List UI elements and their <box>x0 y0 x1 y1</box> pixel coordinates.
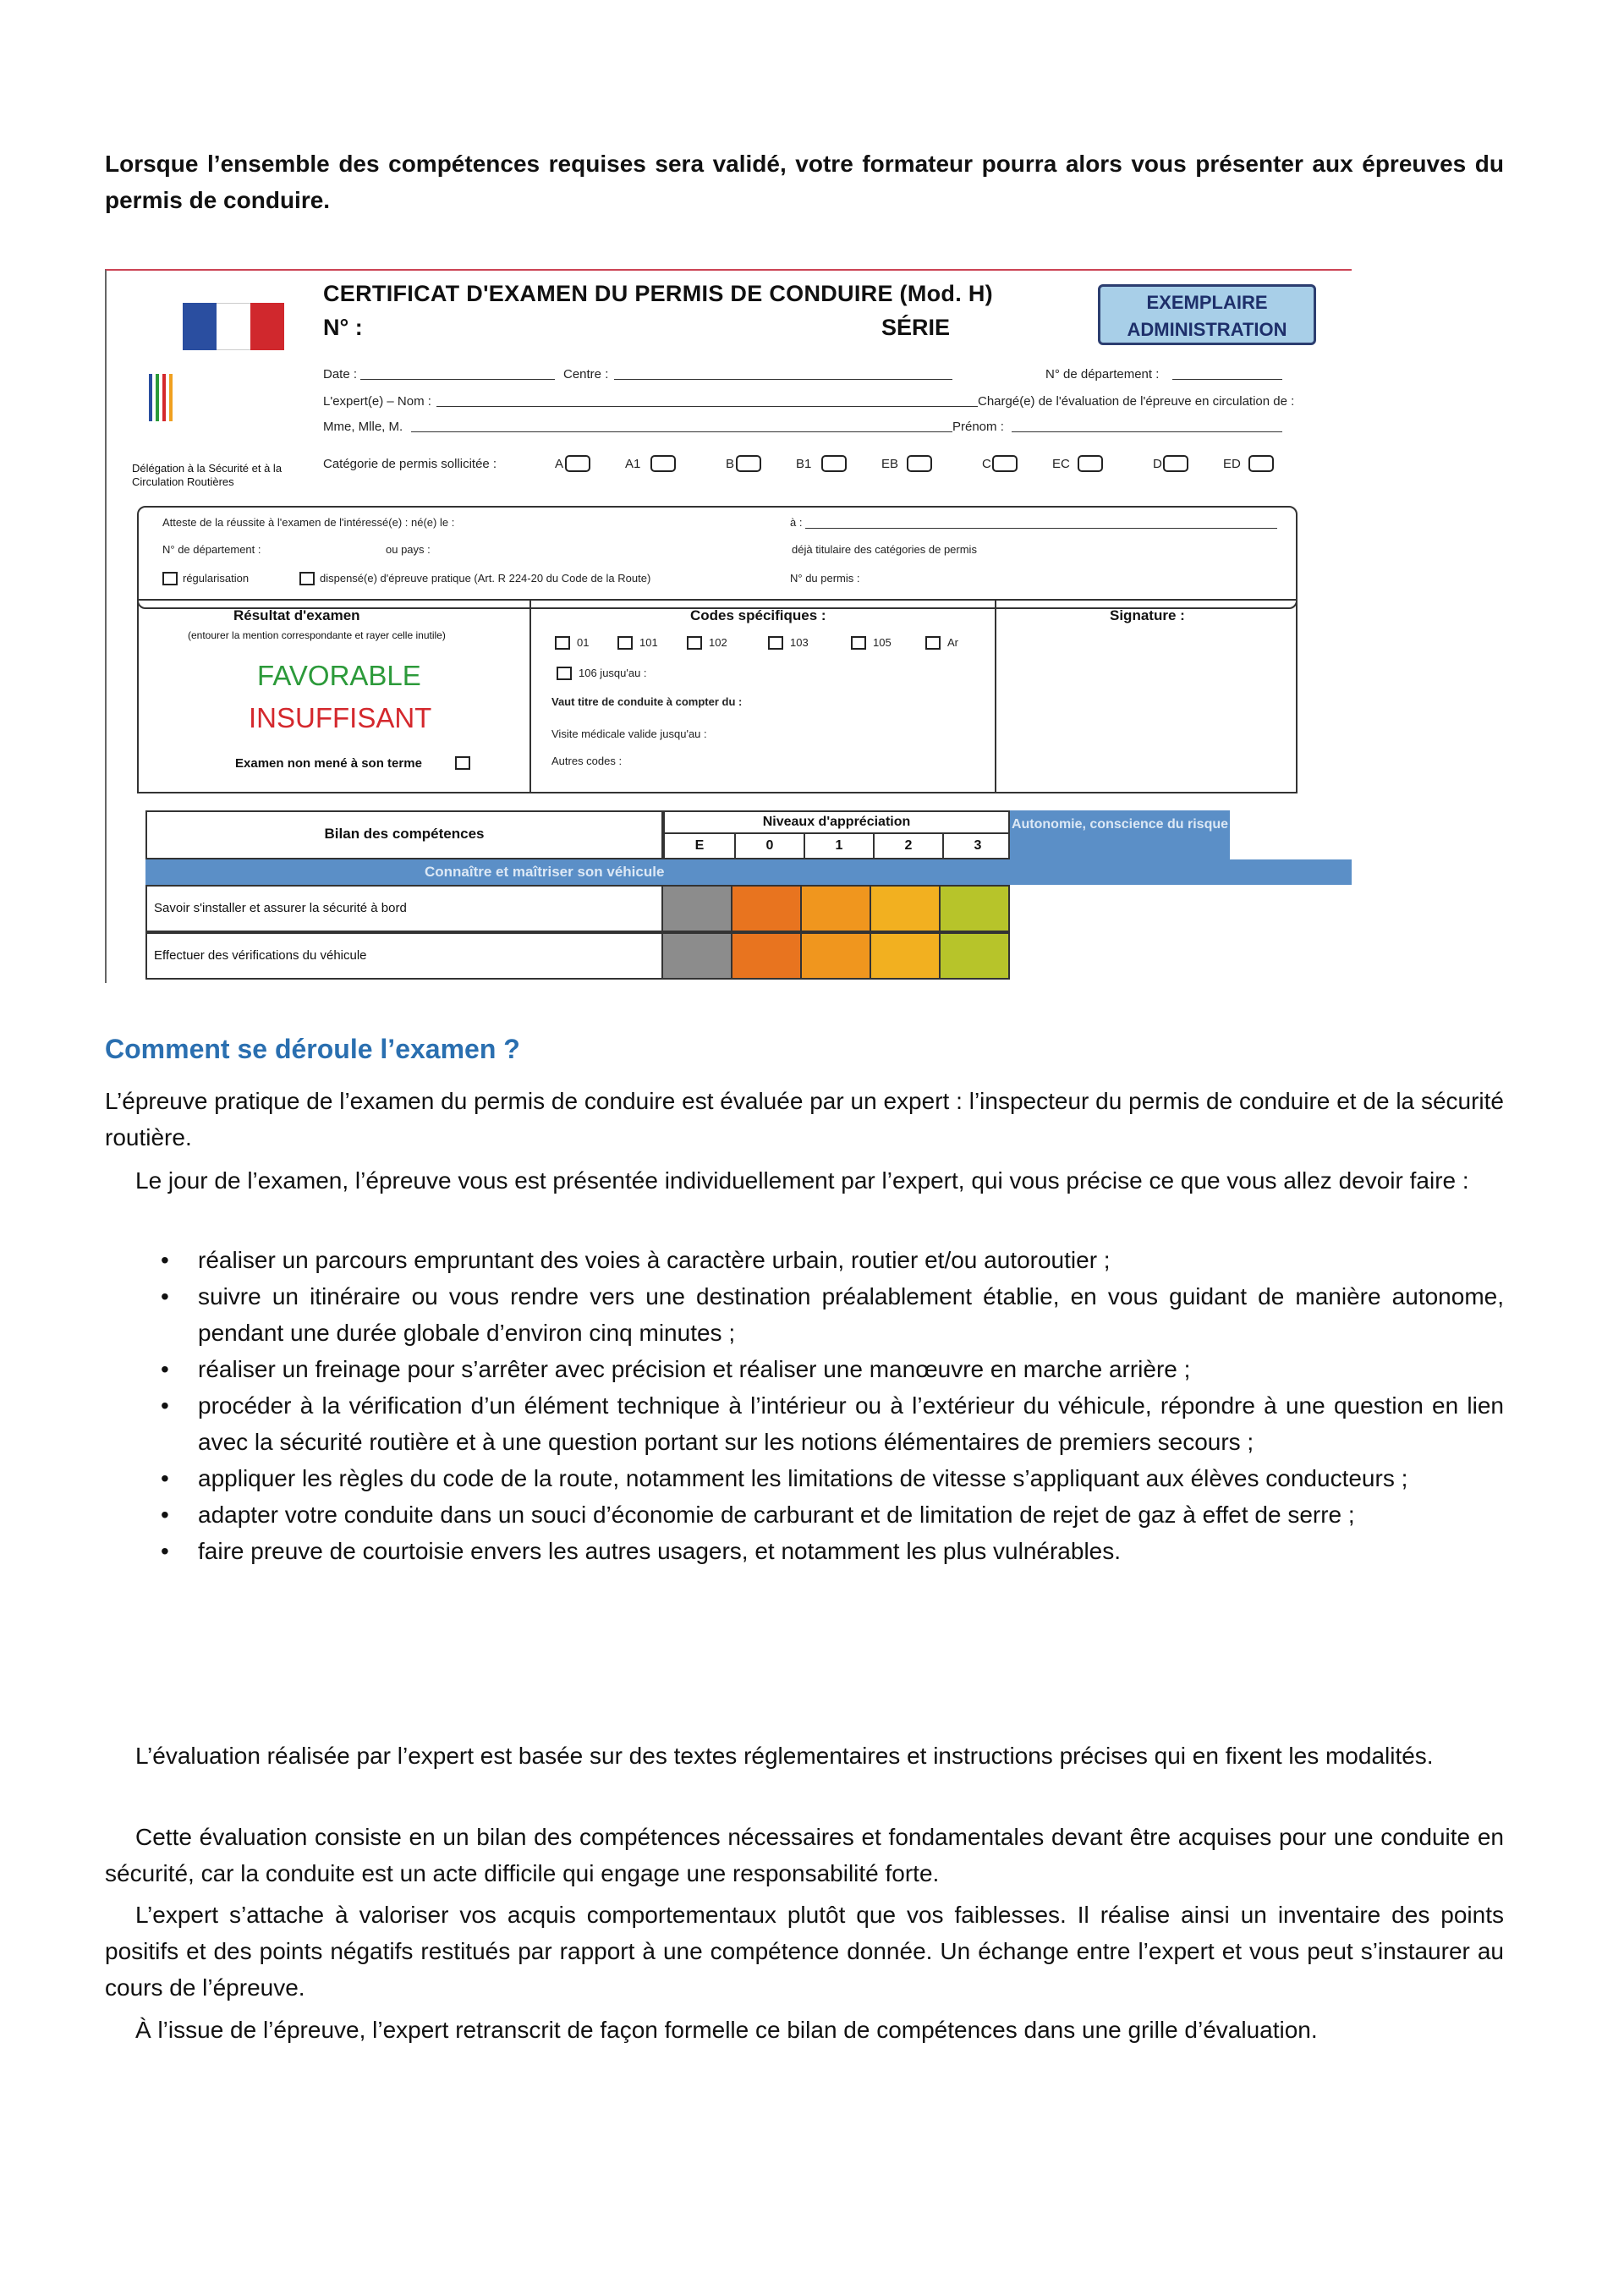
level-cell[interactable] <box>732 932 802 980</box>
bullet-item: • réaliser un parcours empruntant des voies à caractère urbain, routier et/ou autoroutier ; <box>161 1242 1504 1278</box>
autres-codes-label: Autres codes : <box>551 755 623 767</box>
exam-bullet-list <box>161 1242 1504 1569</box>
favorable-label: FAVORABLE <box>257 660 421 691</box>
intro-paragraph: Lorsque l’ensemble des compétences requises sera validé, votre formateur pourra alors vous présenter aux épreuves du permis de conduire. <box>105 151 1504 213</box>
dept2-label: N° de département : <box>162 543 261 556</box>
pays-label: ou pays : <box>386 543 431 556</box>
visite-label: Visite médicale valide jusqu'au : <box>551 727 707 740</box>
republique-logo <box>132 286 283 488</box>
code-checkbox-ar[interactable] <box>925 636 941 650</box>
certificate-serie-label: SÉRIE <box>881 315 951 340</box>
code-checkbox-101[interactable] <box>617 636 633 650</box>
category-checkbox-a1[interactable] <box>650 455 676 472</box>
dispense-label: dispensé(e) d'épreuve pratique (Art. R 224-20 du Code de la Route) <box>320 572 651 585</box>
regularisation-label: régularisation <box>183 572 250 585</box>
numero-permis-label: N° du permis : <box>790 572 860 585</box>
category-label-b: B <box>726 457 735 471</box>
category-checkbox-c[interactable] <box>992 455 1018 472</box>
codes-title: Codes spécifiques : <box>690 607 826 623</box>
code-label-101: 101 <box>639 636 658 649</box>
level-cell[interactable] <box>663 932 732 980</box>
mme-label: Mme, Mlle, M. <box>323 420 403 434</box>
departement-label: N° de département : <box>1045 367 1160 382</box>
category-checkbox-eb[interactable] <box>907 455 932 472</box>
paragraph-6: À l’issue de l’épreuve, l’expert retranscrit de façon formelle ce bilan de compétences dans une grille d’évaluation. <box>135 2017 1318 2043</box>
deja-label: déjà titulaire des catégories de permis <box>792 543 977 556</box>
paragraph-1: L’épreuve pratique de l’examen du permis de conduire est évaluée par un expert : l’inspecteur du permis de conduire et de la sécurité routière. <box>105 1088 1504 1150</box>
category-checkbox-b1[interactable] <box>821 455 847 472</box>
level-cell[interactable] <box>871 932 941 980</box>
bullet-item: • appliquer les règles du code de la route, notamment les limitations de vitesse s’appliquant aux élèves conducteurs ; <box>161 1460 1504 1496</box>
french-flag-icon <box>183 303 284 350</box>
resultat-sub: (entourer la mention correspondante et rayer celle inutile) <box>188 629 446 641</box>
bilan-row-1: Savoir s'installer et assurer la sécurité à bord <box>145 885 663 932</box>
category-label-b1: B1 <box>796 457 812 471</box>
category-checkbox-b[interactable] <box>736 455 761 472</box>
level-cell[interactable] <box>871 885 941 932</box>
category-label-ed: ED <box>1223 457 1241 471</box>
level-cell[interactable] <box>802 885 871 932</box>
code-checkbox-105[interactable] <box>851 636 866 650</box>
bullet-item: • procéder à la vérification d’un élément technique à l’intérieur ou à l’extérieur du véhicule, répondre à une question en lien avec la sécurité routière et à une question portant sur les notions élémentaires de premiers secours ; <box>161 1387 1504 1460</box>
bullet-item: • réaliser un freinage pour s’arrêter avec précision et réaliser une manœuvre en marche arrière ; <box>161 1351 1504 1387</box>
code-checkbox-102[interactable] <box>687 636 702 650</box>
certificate-title: CERTIFICAT D'EXAMEN DU PERMIS DE CONDUIRE (Mod. H) <box>323 281 993 306</box>
expert-label: L'expert(e) – Nom : <box>323 394 431 409</box>
date-label: Date : <box>323 367 358 382</box>
bilan-row-2: Effectuer des vérifications du véhicule <box>145 932 663 980</box>
bullet-item: • suivre un itinéraire ou vous rendre vers une destination préalablement établie, en vous guidant de manière autonome, pendant une durée globale d’environ cinq minutes ; <box>161 1278 1504 1351</box>
code-label-01: 01 <box>577 636 590 649</box>
level-cell[interactable] <box>941 885 1010 932</box>
niveaux-title: Niveaux d'appréciation <box>762 815 911 829</box>
centre-label: Centre : <box>563 367 609 382</box>
niveaux-header <box>663 810 1010 859</box>
bilan-title: Bilan des compétences <box>145 810 663 859</box>
prenom-label: Prénom : <box>952 420 1004 434</box>
level-cell[interactable] <box>941 932 1010 980</box>
category-checkbox-d[interactable] <box>1163 455 1188 472</box>
resultat-title: Résultat d'examen <box>233 607 360 623</box>
non-mene-label: Examen non mené à son terme <box>235 756 422 771</box>
category-checkbox-ed[interactable] <box>1248 455 1274 472</box>
certificate-number-label: N° : <box>323 315 363 340</box>
level-cell[interactable] <box>663 885 732 932</box>
charge-label: Chargé(e) de l'évaluation de l'épreuve en circulation de : <box>978 394 1295 409</box>
category-label-ec: EC <box>1052 457 1070 471</box>
code-label-105: 105 <box>873 636 892 649</box>
niveau-column-0: 0 <box>734 832 804 858</box>
autonomie-header: Autonomie, conscience du risque <box>1010 810 1230 859</box>
code-checkbox-103[interactable] <box>768 636 783 650</box>
category-label-a1: A1 <box>625 457 641 471</box>
category-label-c: C <box>982 457 991 471</box>
vaut-titre-label: Vaut titre de conduite à compter du : <box>551 695 743 708</box>
bilan-section-bar: Connaître et maîtriser son véhicule <box>145 859 1352 885</box>
certificate-form <box>105 269 1352 983</box>
categorie-label: Catégorie de permis sollicitée : <box>323 457 497 471</box>
paragraph-5: L’expert s’attache à valoriser vos acquis comportementaux plutôt que vos faiblesses. Il réalise ainsi un inventaire des points positifs et des points négatifs restitués par rapport à une compétence donnée. Un échange entre l’expert et vous peut s’instaurer au cours de l’épreuve. <box>105 1902 1504 2001</box>
paragraph-3: L’évaluation réalisée par l’expert est basée sur des textes réglementaires et instructions précises qui en fixent les modalités. <box>135 1743 1434 1769</box>
code-label-103: 103 <box>790 636 809 649</box>
bullet-item: • adapter votre conduite dans un souci d’économie de carburant et de limitation de rejet de gaz à effet de serre ; <box>161 1496 1504 1533</box>
exemplaire-line1: EXEMPLAIRE <box>1146 292 1268 313</box>
section-title: Comment se déroule l’examen ? <box>105 1034 520 1064</box>
exemplaire-badge <box>1098 284 1316 345</box>
category-label-d: D <box>1153 457 1162 471</box>
niveau-column-e: E <box>665 832 734 858</box>
ministry-bars-icon <box>149 374 183 421</box>
level-cell[interactable] <box>732 885 802 932</box>
code-label-102: 102 <box>709 636 727 649</box>
niveau-column-3: 3 <box>942 832 1012 858</box>
bilan-grid <box>145 810 1352 983</box>
category-label-eb: EB <box>881 457 899 471</box>
bullet-item: • faire preuve de courtoisie envers les autres usagers, et notamment les plus vulnérables. <box>161 1533 1504 1569</box>
niveau-column-1: 1 <box>804 832 873 858</box>
paragraph-4: Cette évaluation consiste en un bilan des compétences nécessaires et fondamentales devant être acquises pour une conduite en sécurité, car la conduite est un acte difficile qui engage une responsabilité forte. <box>105 1824 1504 1886</box>
category-checkbox-ec[interactable] <box>1078 455 1103 472</box>
insuffisant-label: INSUFFISANT <box>249 702 432 733</box>
level-cell[interactable] <box>802 932 871 980</box>
signature-label: Signature : <box>1110 607 1185 623</box>
delegation-text: Délégation à la Sécurité et à la Circulation Routières <box>132 462 283 488</box>
code-checkbox-01[interactable] <box>555 636 570 650</box>
atteste-label: Atteste de la réussite à l'examen de l'intéressé(e) : né(e) le : <box>162 516 455 529</box>
code-106-label: 106 jusqu'au : <box>579 667 647 679</box>
paragraph-2: Le jour de l’examen, l’épreuve vous est présentée individuellement par l’expert, qui vous précise ce que vous allez devoir faire : <box>135 1167 1469 1194</box>
category-checkbox-a[interactable] <box>565 455 590 472</box>
exemplaire-line2: ADMINISTRATION <box>1127 319 1287 340</box>
a-label: à : <box>790 516 803 529</box>
code-label-ar: Ar <box>947 636 958 649</box>
category-label-a: A <box>555 457 564 471</box>
niveau-column-2: 2 <box>873 832 942 858</box>
